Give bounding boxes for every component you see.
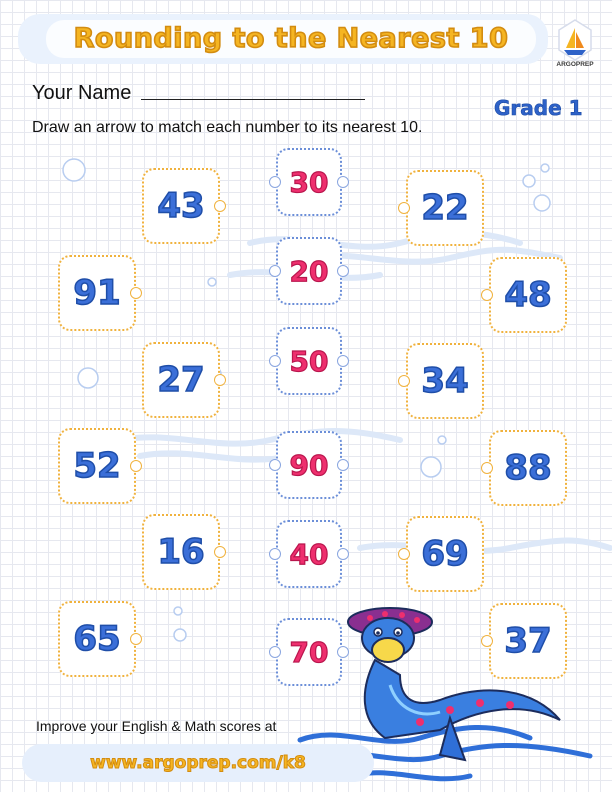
- logo-text: ARGOPREP: [556, 61, 594, 68]
- number-card-16[interactable]: [142, 514, 220, 590]
- number-card-48[interactable]: [489, 257, 567, 333]
- number-card-43[interactable]: [142, 168, 220, 244]
- number-value: 22: [421, 188, 469, 228]
- number-value: 52: [73, 446, 121, 486]
- connector-dot[interactable]: [269, 265, 281, 277]
- tens-card-90[interactable]: [276, 431, 342, 499]
- connector-dot[interactable]: [269, 176, 281, 188]
- connector-dot[interactable]: [398, 375, 410, 387]
- connector-dot[interactable]: [337, 355, 349, 367]
- connector-dot[interactable]: [481, 289, 493, 301]
- tens-card-30[interactable]: [276, 148, 342, 216]
- number-value: 65: [73, 619, 121, 659]
- tens-value: 70: [289, 635, 329, 669]
- number-card-65[interactable]: [58, 601, 136, 677]
- connector-dot[interactable]: [269, 646, 281, 658]
- tens-card-40[interactable]: [276, 520, 342, 588]
- instructions: Draw an arrow to match each number to its nearest 10.: [32, 119, 423, 136]
- tens-card-50[interactable]: [276, 327, 342, 395]
- number-value: 91: [73, 273, 121, 313]
- number-value: 43: [157, 186, 205, 226]
- connector-dot[interactable]: [269, 355, 281, 367]
- tens-card-20[interactable]: [276, 237, 342, 305]
- connector-dot[interactable]: [269, 459, 281, 471]
- footer-text: Improve your English & Math scores at: [36, 718, 277, 734]
- number-card-88[interactable]: [489, 430, 567, 506]
- grade-label: Grade 1: [494, 96, 583, 120]
- website-link[interactable]: www.argoprep.com/k8: [90, 753, 306, 773]
- number-value: 27: [157, 360, 205, 400]
- tens-value: 20: [289, 254, 329, 288]
- number-value: 34: [421, 361, 469, 401]
- number-card-22[interactable]: [406, 170, 484, 246]
- number-value: 48: [504, 275, 552, 315]
- number-value: 37: [504, 621, 552, 661]
- url-banner: [22, 744, 374, 782]
- connector-dot[interactable]: [130, 460, 142, 472]
- connector-dot[interactable]: [130, 287, 142, 299]
- connector-dot[interactable]: [337, 548, 349, 560]
- number-card-69[interactable]: [406, 516, 484, 592]
- tens-value: 90: [289, 448, 329, 482]
- connector-dot[interactable]: [269, 548, 281, 560]
- tens-value: 30: [289, 165, 329, 199]
- connector-dot[interactable]: [337, 265, 349, 277]
- connector-dot[interactable]: [398, 548, 410, 560]
- name-label: Your Name: [32, 82, 132, 104]
- connector-dot[interactable]: [481, 462, 493, 474]
- connector-dot[interactable]: [337, 459, 349, 471]
- number-card-91[interactable]: [58, 255, 136, 331]
- tens-value: 50: [289, 344, 329, 378]
- number-value: 69: [421, 534, 469, 574]
- worksheet-title: Rounding to the Nearest 10: [73, 23, 509, 54]
- connector-dot[interactable]: [337, 176, 349, 188]
- connector-dot[interactable]: [398, 202, 410, 214]
- number-card-52[interactable]: [58, 428, 136, 504]
- number-value: 16: [157, 532, 205, 572]
- name-line[interactable]: [141, 99, 365, 100]
- connector-dot[interactable]: [214, 546, 226, 558]
- tens-value: 40: [289, 537, 329, 571]
- connector-dot[interactable]: [130, 633, 142, 645]
- number-card-34[interactable]: [406, 343, 484, 419]
- connector-dot[interactable]: [214, 200, 226, 212]
- number-value: 88: [504, 448, 552, 488]
- title-banner: [18, 14, 548, 64]
- connector-dot[interactable]: [214, 374, 226, 386]
- number-card-27[interactable]: [142, 342, 220, 418]
